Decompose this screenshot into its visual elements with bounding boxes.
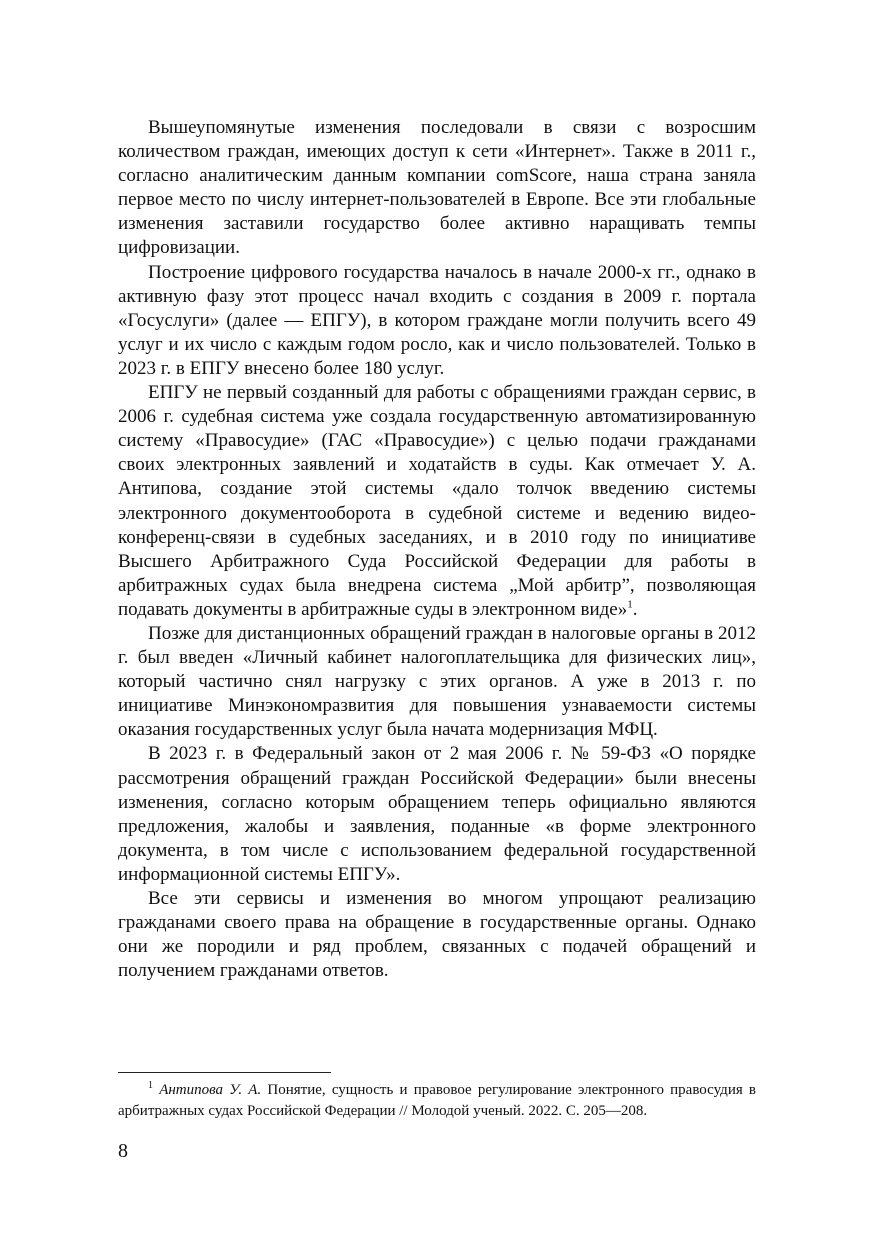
footnote-divider xyxy=(118,1072,331,1073)
paragraph-4: Позже для дистанционных обращений граждан в налоговые органы в 2012 г. был введен «Личный кабинет налогоплательщика для физических лиц», который частично снял нагрузку с этих органов. А уже в 2013 г. по инициативе Минэкономразвития для повышения узнаваемости системы оказания государственных услуг была начата модернизация МФЦ. xyxy=(118,622,756,741)
footnote-marker[interactable]: 1 xyxy=(627,598,633,611)
footnote-text: Понятие, сущность и правовое регулирование электронного правосудия в арбитражных судах Российской Федерации // Молодой ученый. 2022. С. 205—208. xyxy=(118,1082,757,1119)
paragraph-2: Построение цифрового государства началось в начале 2000-х гг., однако в активную фазу этот процесс начал входить с создания в 2009 г. портала «Госуслуги» (далее — ЕПГУ), в котором граждане могли получить всего 49 услуг и их число с каждым годом росло, как и число пользователей. Только в 2023 г. в ЕПГУ внесено более 180 услуг. xyxy=(118,261,756,379)
paragraph-5: В 2023 г. в Федеральный закон от 2 мая 2006 г. № 59-ФЗ «О порядке рассмотрения обращений граждан Российской Федерации» были внесены изменения, согласно которым обращением теперь официально являются предложения, жалобы и заявления, поданные «в форме электронного документа, в том числе с использованием федеральной государственной информационной системы ЕПГУ». xyxy=(118,743,756,885)
paragraph-6: Все эти сервисы и изменения во многом упрощают реализацию гражданами своего права на обращение в государственные органы. Однако они же породили и ряд проблем, связанных с подачей обращений и получением гражданами ответов. xyxy=(118,888,756,982)
paragraph-3: ЕПГУ не первый созданный для работы с обращениями граждан сервис, в 2006 г. судебная система уже создала государственную автоматизированную систему «Правосудие» (ГАС «Правосудие») с целью подачи гражданами своих электронных заявлений и ходатайств в суды. Как отмечает У. А. Антипова, создание этой системы «дало толчок введению системы электронного документооборота в судебной системе и ведению видео-конференц-связи в судебных заседаниях, и в 2010 году по инициативе Высшего Арбитражного Суда Российской Федерации для работы в арбитражных судах была внедрена система „Мой арбитр”, позволяющая подавать документы в арбитражные суды в электронном виде»$^1$. xyxy=(118,382,756,620)
main-text xyxy=(118,116,756,983)
page-number: 8 xyxy=(118,1140,128,1162)
footnote xyxy=(118,1080,756,1121)
paragraph-1: Вышеупомянутые изменения последовали в связи с возросшим количеством граждан, имеющих доступ к сети «Интернет». Также в 2011 г., согласно аналитическим данным компании comScore, наша страна заняла первое место по числу интернет-пользователей в Европе. Все эти глобальные изменения заставили государство более активно наращивать темпы цифровизации. xyxy=(118,117,756,259)
footnote-number: 1 xyxy=(148,1080,153,1091)
paragraph-3-text: ЕПГУ не первый созданный для работы с обращениями граждан сервис, в 2006 г. судебная система уже создала государственную автоматизированную систему «Правосудие» (ГАС «Правосудие») с целью подачи гражданами своих электронных заявлений и ходатайств в суды. Как отмечает У. А. Антипова, создание этой системы «дало толчок введению системы электронного документооборота в судебной системе и ведению видео-конференц-связи в судебных заседаниях, и в 2010 году по инициативе Высшего Арбитражного Суда Российской Федерации для работы в арбитражных судах была внедрена система „Мой арбитр”, позволяющая подавать документы в арбитражные суды в электронном виде» xyxy=(118,382,756,620)
footnote-author: Антипова У. А. xyxy=(159,1082,262,1098)
